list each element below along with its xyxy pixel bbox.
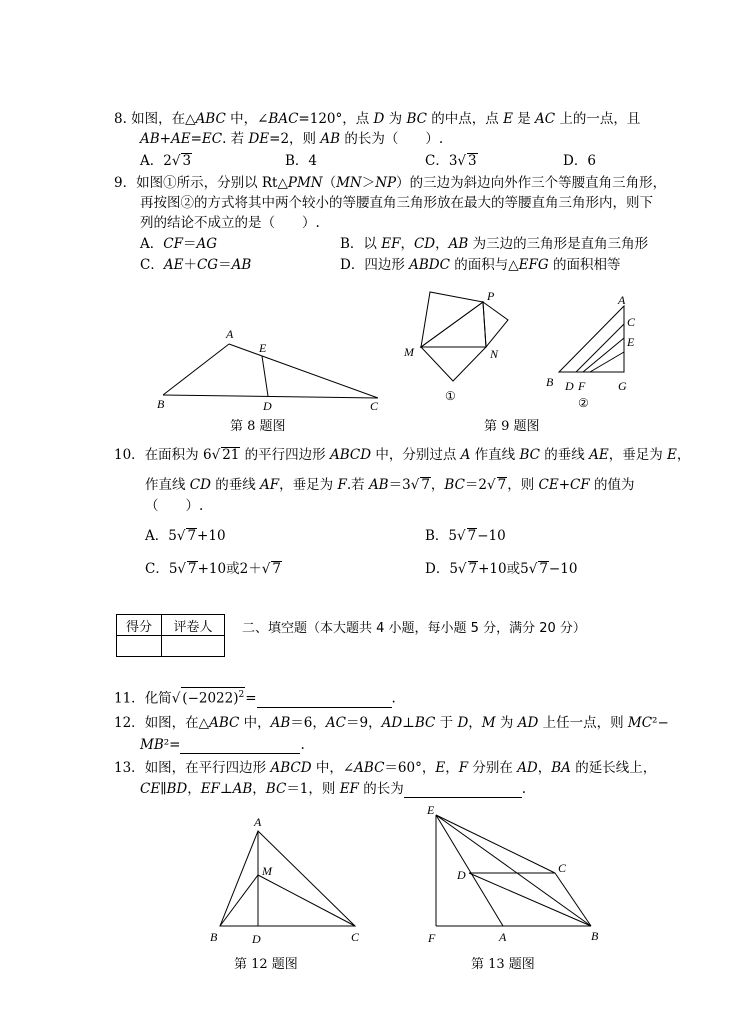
- q8-line1: 8. 如图，在△ABC 中，∠BAC=120°，点 D 为 BC 的中点，点 E 是 AC 上的一点，且: [114, 111, 641, 127]
- fig9-label-p: P: [487, 289, 495, 303]
- score-cell: [117, 636, 162, 657]
- fig12-label-m: M: [262, 864, 272, 878]
- q9-option-b: B．以 EF，CD，AB 为三边的三角形是直角三角形: [340, 236, 649, 252]
- q9-line3: 列的结论不成立的是（ ）.: [140, 215, 320, 231]
- q9-option-d: D．四边形 ABDC 的面积与△EFG 的面积相等: [340, 257, 621, 273]
- fig8-label-c: C: [370, 399, 379, 413]
- fig9-label-d: D: [565, 379, 574, 393]
- fig8-caption: 第 8 题图: [230, 419, 286, 434]
- fig9-diagram-1: [421, 292, 508, 381]
- q11: 11．化简√ $(-2022)^2=$ .: [114, 687, 396, 708]
- q10-option-a: A．5√ 7+10: [145, 528, 226, 544]
- fig9-label-n: N: [490, 347, 499, 361]
- q13-line1: 13．如图，在平行四边形 ABCD 中，∠ABC＝60°，E，F 分别在 AD，BA 的延长线上，: [114, 760, 657, 776]
- fig12-triangle: [220, 831, 355, 926]
- q11-answer-blank[interactable]: [257, 693, 392, 708]
- fig9-caption: 第 9 题图: [484, 419, 540, 434]
- score-header: 得分: [117, 615, 162, 636]
- q8-option-c: C．3√ 3: [425, 153, 477, 169]
- q10-option-b: B．5√ 7−10: [425, 528, 506, 544]
- grader-cell: [162, 636, 225, 657]
- fig12-label-d: D: [252, 932, 261, 946]
- section-2-title: 二、填空题（本大题共 4 小题，每小题 5 分，满分 20 分）: [242, 621, 586, 636]
- q9-line1: 9．如图①所示，分别以 Rt△PMN（MN＞NP）的三边为斜边向外作三个等腰直角三角形，: [114, 175, 667, 191]
- fig9-label-e: E: [627, 335, 635, 349]
- q8-option-a: A．2√ 3: [140, 153, 192, 169]
- q10-line3: （ ）.: [145, 498, 204, 514]
- fig9-diagram-2: [559, 306, 624, 372]
- fig13-label-b: B: [591, 929, 599, 943]
- fig13-label-a: A: [499, 930, 507, 944]
- fig12-label-a: A: [254, 815, 262, 829]
- fig9-circle-1: ①: [445, 389, 456, 403]
- fig13-caption: 第 13 题图: [471, 957, 535, 972]
- fig9-label-c: C: [627, 315, 636, 329]
- fig13-label-e: E: [427, 803, 435, 817]
- figures-bottom: [0, 800, 737, 950]
- q10-option-d: D．5√ 7+10或5√ 7−10: [425, 561, 578, 577]
- fig8-label-a: A: [226, 327, 234, 341]
- fig9-circle-2: ②: [578, 396, 589, 410]
- fig12-label-b: B: [210, 930, 218, 944]
- fig12-caption: 第 12 题图: [234, 957, 298, 972]
- q9-line2: 再按图②的方式将其中两个较小的等腰直角三角形放在最大的等腰直角三角形内，则下: [140, 195, 653, 211]
- q8-option-b: B．4: [285, 153, 318, 169]
- fig8-triangle: [163, 344, 378, 398]
- q8-line2: AB+AE=EC. 若 DE=2，则 AB 的长为（ ）.: [140, 131, 444, 147]
- q9-option-a: A．CF＝AG: [140, 236, 217, 252]
- fig9-label-m: M: [404, 345, 414, 359]
- fig13-label-d: D: [457, 868, 466, 882]
- fig8-label-b: B: [157, 397, 165, 411]
- figures-top: [0, 280, 737, 450]
- fig13-label-f: F: [428, 931, 436, 945]
- q13-answer-blank[interactable]: [404, 783, 522, 798]
- q10-line2: 作直线 CD 的垂线 AF，垂足为 F.若 AB＝3√ 7，BC＝2√ 7，则 CE+CF 的值为: [145, 477, 635, 493]
- fig12-label-c: C: [351, 930, 360, 944]
- q13-line2: CE∥BD，EF⊥AB，BC＝1，则 EF 的长为 .: [140, 781, 527, 797]
- score-table: [116, 614, 225, 657]
- q8-option-d: D．6: [563, 153, 596, 169]
- fig9-label-g: G: [618, 379, 627, 393]
- q9-option-c: C．AE＋CG＝AB: [140, 257, 252, 273]
- q10-option-c: C．5√ 7+10或2＋√ 7: [145, 561, 281, 577]
- fig9-label-b: B: [546, 375, 554, 389]
- fig9-label-a: A: [618, 293, 626, 307]
- fig9-label-f: F: [578, 379, 586, 393]
- fig13-label-c: C: [558, 861, 567, 875]
- fig8-label-e: E: [259, 341, 267, 355]
- q12-answer-blank[interactable]: [180, 739, 300, 754]
- q10-line1: 10．在面积为 6√ 21 的平行四边形 ABCD 中，分别过点 A 作直线 BC 的垂线 AE，垂足为 E，: [114, 447, 691, 463]
- grader-header: 评卷人: [162, 615, 225, 636]
- fig8-label-d: D: [263, 399, 272, 413]
- q12-line1: 12．如图，在△ABC 中，AB＝6，AC＝9，AD⊥BC 于 D，M 为 AD 上任一点，则 MC²−: [114, 715, 669, 731]
- q12-line2: MB²= .: [140, 737, 305, 753]
